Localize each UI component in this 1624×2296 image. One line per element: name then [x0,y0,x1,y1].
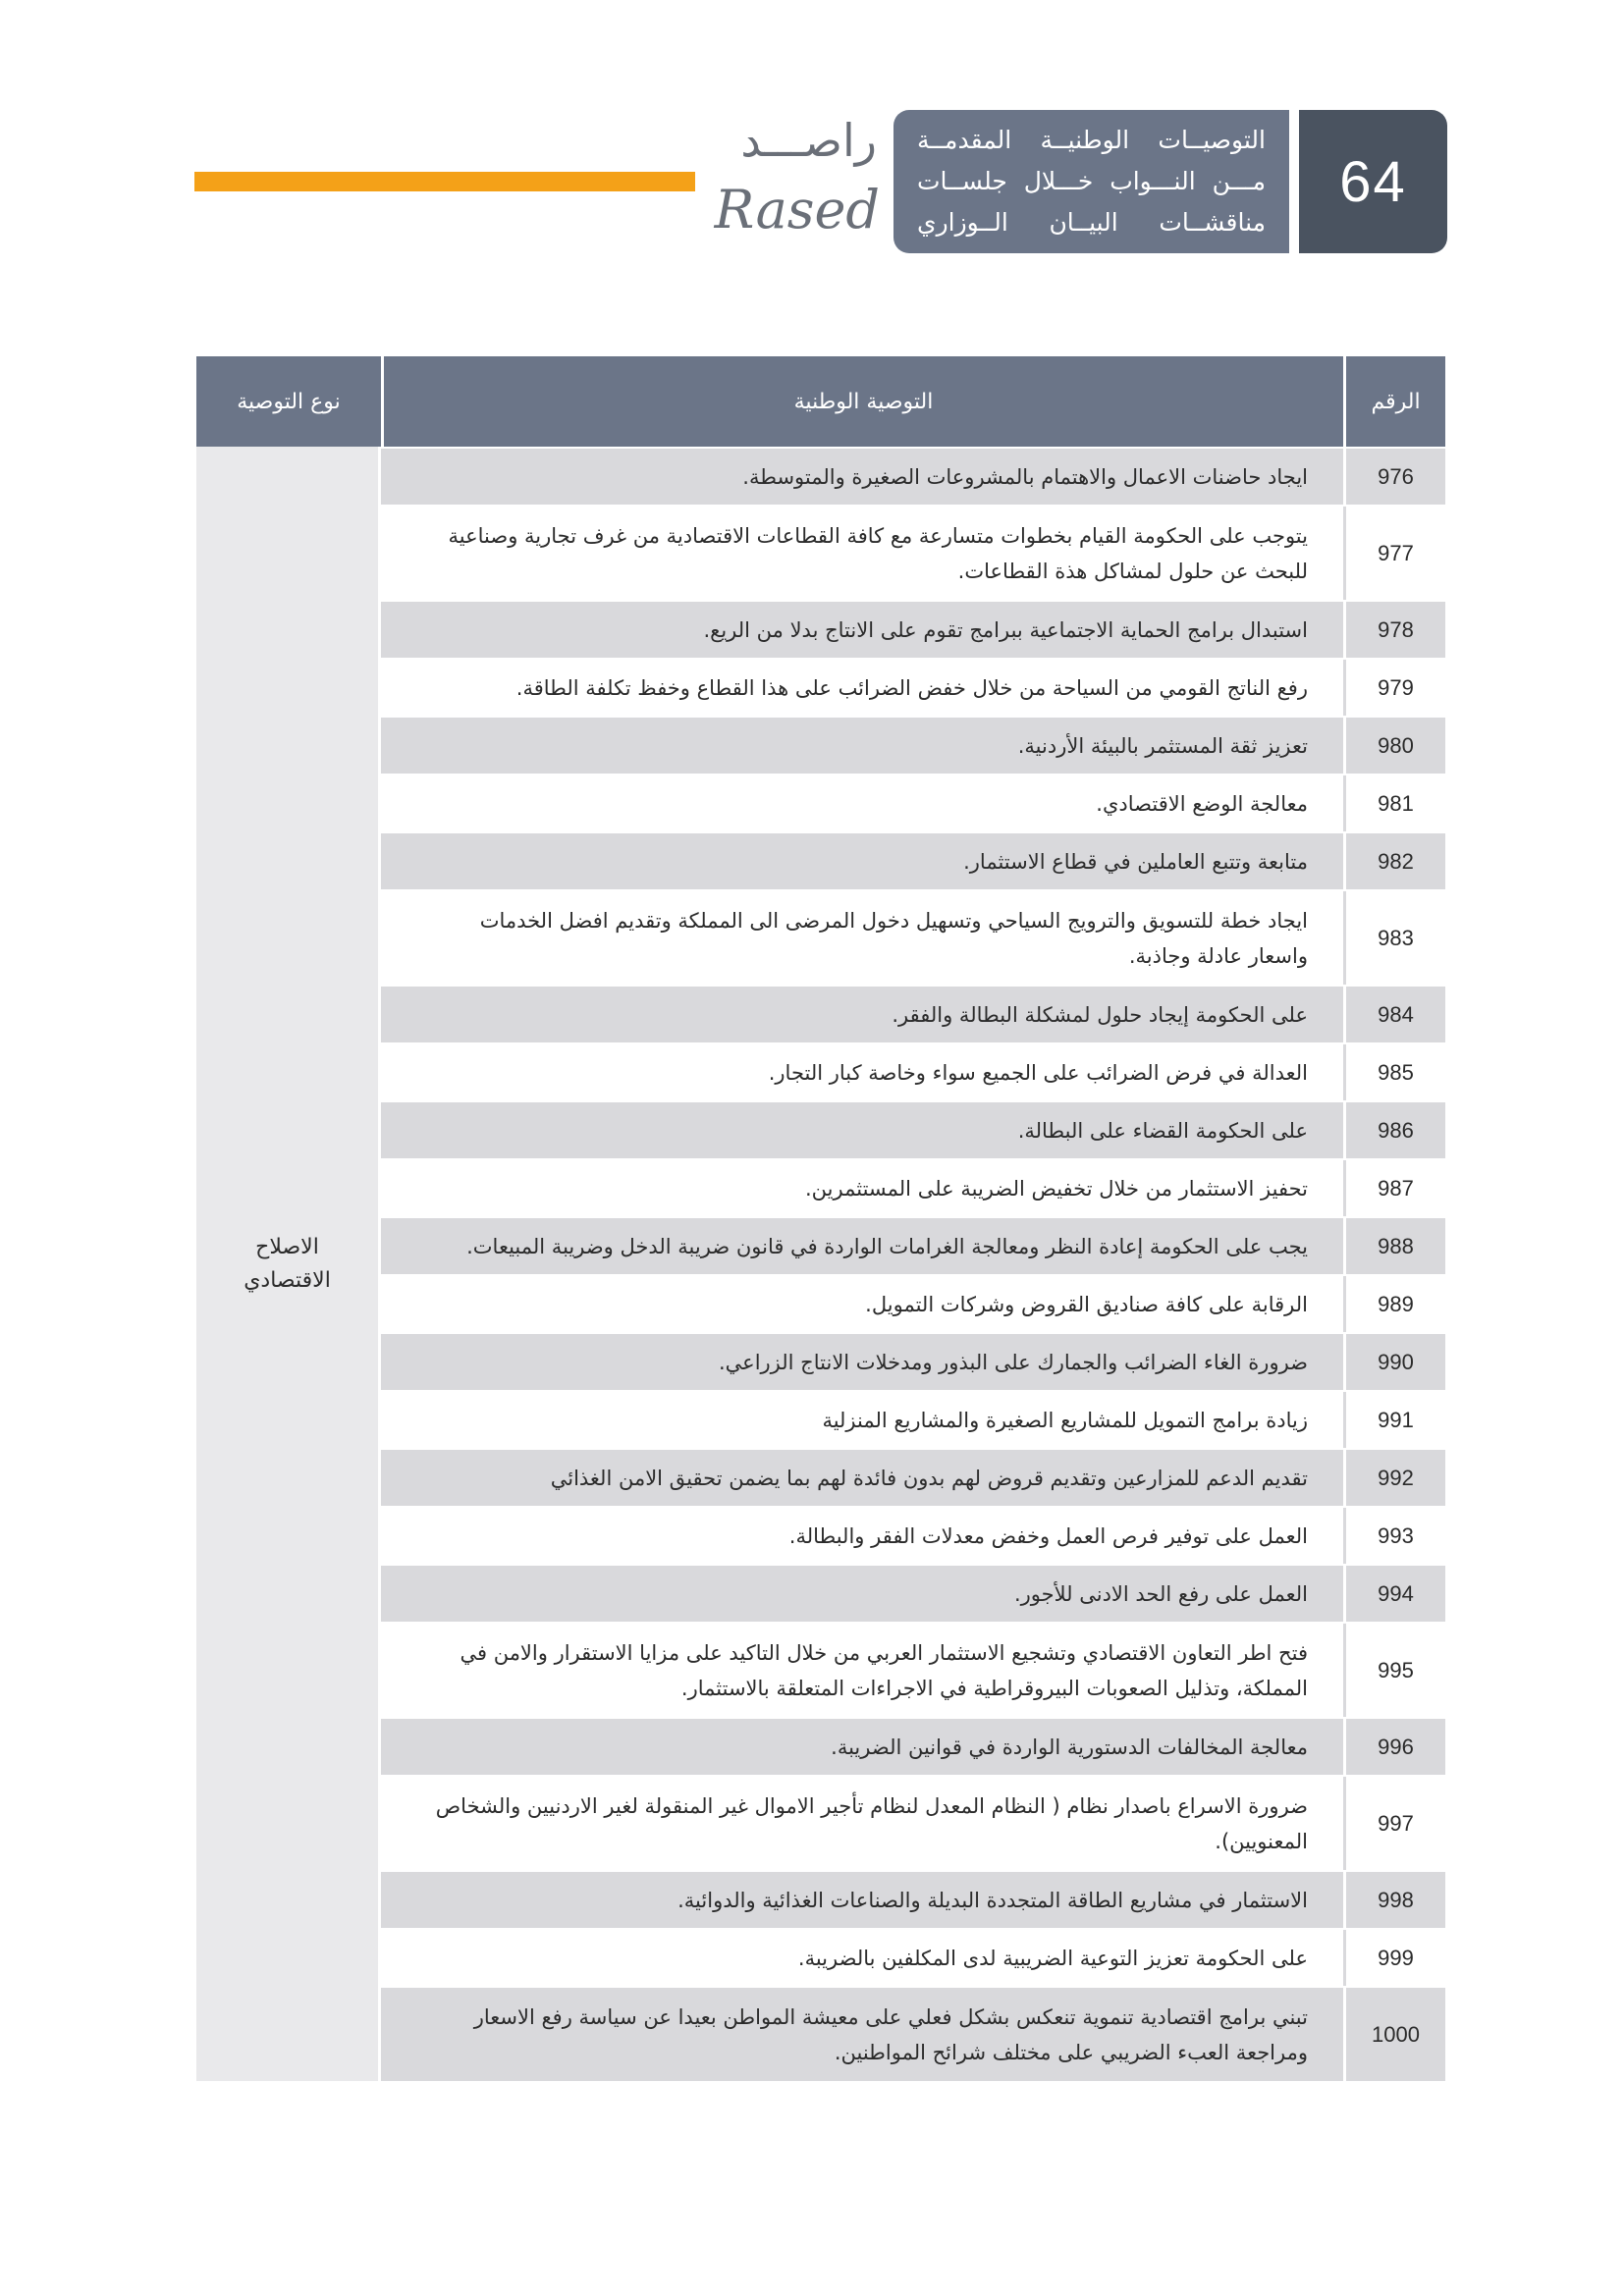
table-row [381,1448,1445,1506]
row-number: 997 [1378,1810,1414,1836]
row-number: 986 [1378,1117,1414,1143]
header-recommendation: التوصية الوطنية [381,356,1346,447]
recommendation-text: تحفيز الاستثمار من خلال تخفيض الضريبة على المستثمرين. [805,1176,1308,1201]
table-row [381,831,1445,889]
accent-bar [194,172,695,191]
table-header [196,356,1445,447]
row-number: 977 [1378,540,1414,565]
recommendation-text: على الحكومة القضاء على البطالة. [1017,1118,1308,1143]
recommendation-text: العمل على توفير فرص العمل وخفض معدلات الفقر والبطالة. [788,1523,1308,1548]
table-row [381,985,1445,1042]
recommendation-text: معالجة الوضع الاقتصادي. [1096,791,1308,816]
report-title-line-2: مـــن النـــواب خـــلال جلســات [917,167,1266,195]
recommendation-text: يجب على الحكومة إعادة النظر ومعالجة الغرامات الواردة في قانون ضريبة الدخل وضريبة المبيعات. [466,1234,1308,1258]
row-number: 981 [1378,790,1414,816]
row-number: 994 [1378,1580,1414,1606]
row-number: 988 [1378,1233,1414,1258]
recommendation-text: ضرورة الاسراع باصدار نظام ( النظام المعدل لنظام تأجير الاموال غير المنقولة لغير الاردنيين والشخاص المعنويين). [435,1793,1308,1853]
logo-english: Rased [714,179,880,240]
table-row [381,716,1445,774]
row-number: 990 [1378,1349,1414,1374]
page-number-box [1299,110,1447,253]
recommendation-text: الاستثمار في مشاريع الطاقة المتجددة البديلة والصناعات الغذائية والدوائية. [677,1888,1308,1912]
row-number: 984 [1378,1001,1414,1027]
row-number: 976 [1378,463,1414,489]
table-row [381,1390,1445,1448]
row-number: 993 [1378,1522,1414,1548]
header-number: الرقم [1371,389,1421,414]
row-number: 992 [1378,1465,1414,1490]
header-type: نوع التوصية [237,389,341,414]
table-row [381,447,1445,505]
type-cell [196,447,381,2081]
table-row [381,1870,1445,1928]
rows-container [381,447,1445,2081]
table-row [381,1158,1445,1216]
table-row [381,505,1445,600]
table-row [381,1506,1445,1564]
recommendation-text: العمل على رفع الحد الادنى للأجور. [1013,1581,1308,1606]
table-row [381,1775,1445,1870]
table-body [196,447,1445,2081]
table-row [381,1274,1445,1332]
table-row [381,1622,1445,1717]
recommendation-text: رفع الناتج القومي من السياحة من خلال خفض الضرائب على هذا القطاع وخفظ تكلفة الطاقة. [515,675,1308,700]
row-number: 979 [1378,674,1414,700]
row-number: 983 [1378,925,1414,950]
logo-arabic: راصـــد [740,114,877,167]
type-value: الاصلاح الاقتصادي [244,1234,331,1293]
page-number: 64 [1339,149,1407,214]
table-row [381,1986,1445,2081]
table-row [381,774,1445,831]
recommendation-text: تبني برامج اقتصادية تنموية تنعكس بشكل فعلي على معيشة المواطن بعيدا عن سياسة رفع الاسعار ومراجعة العبء الضريبي على مختلف شرائح المواطنين. [473,2004,1308,2064]
row-number: 982 [1378,848,1414,874]
row-number: 978 [1378,616,1414,642]
row-number: 987 [1378,1175,1414,1201]
recommendation-text: زيادة برامج التمويل للمشاريع الصغيرة والمشاريع المنزلية [822,1408,1308,1432]
table-row [381,1332,1445,1390]
row-number: 999 [1378,1945,1414,1970]
recommendation-text: تقديم الدعم للمزارعين وتقديم قروض لهم بدون فائدة لهم بما يضمن تحقيق الامن الغذائي [550,1466,1308,1490]
row-number: 996 [1378,1734,1414,1759]
recommendation-text: العدالة في فرض الضرائب على الجميع سواء وخاصة كبار التجار. [768,1060,1308,1085]
table-row [381,1564,1445,1622]
recommendation-text: يتوجب على الحكومة القيام بخطوات متسارعة مع كافة القطاعات الاقتصادية من غرف تجارية وصناعية للبحث عن حلول لمشاكل هذة القطاعات. [448,523,1308,583]
table-row [381,1100,1445,1158]
row-number: 995 [1378,1657,1414,1682]
row-number: 1000 [1372,2021,1420,2047]
report-title-line-1: التوصيــات الوطنيــة المقدمــة [917,126,1266,154]
table-row [381,658,1445,716]
table-row [381,1042,1445,1100]
recommendation-text: متابعة وتتبع العاملين في قطاع الاستثمار. [963,849,1308,874]
row-number: 985 [1378,1059,1414,1085]
table-row [381,1717,1445,1775]
row-number: 989 [1378,1291,1414,1316]
recommendation-text: استبدال برامج الحماية الاجتماعية ببرامج تقوم على الانتاج بدلا من الريع. [703,617,1308,642]
table-row [381,1928,1445,1986]
recommendation-text: تعزيز ثقة المستثمر بالبيئة الأردنية. [1017,733,1308,758]
recommendation-text: على الحكومة إيجاد حلول لمشكلة البطالة والفقر. [892,1002,1308,1027]
recommendation-text: ايجاد حاضنات الاعمال والاهتمام بالمشروعات الصغيرة والمتوسطة. [742,464,1308,489]
report-title-box [893,110,1289,253]
recommendation-text: معالجة المخالفات الدستورية الواردة في قوانين الضريبة. [831,1735,1308,1759]
recommendation-text: ضرورة الغاء الضرائب والجمارك على البذور ومدخلات الانتاج الزراعي. [719,1350,1308,1374]
recommendation-text: الرقابة على كافة صناديق القروض وشركات التمويل. [865,1292,1308,1316]
row-number: 998 [1378,1887,1414,1912]
row-number: 980 [1378,732,1414,758]
table-row [381,889,1445,985]
table-row [381,600,1445,658]
report-title-line-3: مناقشــات البيــان الــوزاري [917,208,1266,237]
recommendation-text: ايجاد خطة للتسويق والترويج السياحي وتسهيل دخول المرضى الى المملكة وتقديم افضل الخدمات واسعار عادلة وجاذبة. [479,908,1308,968]
table-row [381,1216,1445,1274]
recommendations-table [196,356,1445,2081]
recommendation-text: فتح اطر التعاون الاقتصادي وتشجيع الاستثمار العربي من خلال التاكيد على مزايا الاستقرار والامن في المملكة، وتذليل الصعوبات البيروقراطية في الاجراءات المتعلقة بالاستثمار. [460,1640,1308,1700]
recommendation-text: على الحكومة تعزيز التوعية الضريبية لدى المكلفين بالضريبة. [797,1946,1308,1970]
row-number: 991 [1378,1407,1414,1432]
